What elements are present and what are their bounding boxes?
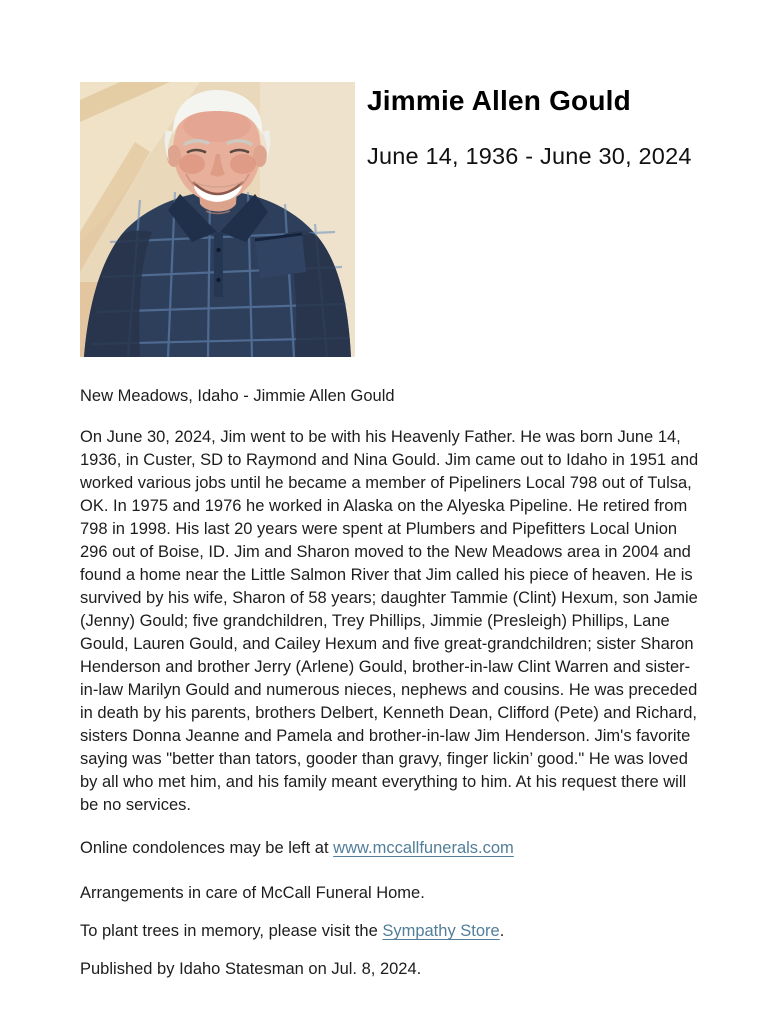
portrait-photo-illustration — [80, 82, 355, 357]
location-line: New Meadows, Idaho - Jimmie Allen Gould — [80, 387, 395, 405]
plant-trees-text: To plant trees in memory, please visit the — [80, 922, 383, 940]
header-text-block — [355, 82, 692, 170]
obituary-body — [80, 385, 704, 981]
published-line: Published by Idaho Statesman on Jul. 8, 2024. — [80, 960, 422, 978]
obituary-name-heading: Jimmie Allen Gould — [367, 85, 631, 116]
portrait-photo — [80, 82, 355, 357]
obituary-paragraph: On June 30, 2024, Jim went to be with his Heavenly Father. He was born June 14, 1936, in Custer, SD to Raymond and Nina Gould. Jim came out to Idaho in 1951 and worked various jobs until he became a member of Pipeliners Local 798 out of Tulsa, OK. In 1975 and 1976 he worked in Alaska on the Alyeska Pipeline. He retired from 798 in 1998. His last 20 years were spent at Plumbers and Pipefitters Local Union 296 out of Boise, ID. Jim and Sharon moved to the New Meadows area in 2004 and found a home near the Little Salmon River that Jim called his piece of heaven. He is survived by his wife, Sharon of 58 years; daughter Tammie (Clint) Hexum, son Jamie (Jenny) Gould; five grandchildren, Trey Phillips, Jimmie (Presleigh) Phillips, Lane Gould, Lauren Gould, and Cailey Hexum and five great-grandchildren; sister Sharon Henderson and brother Jerry (Arlene) Gould, brother-in-law Clint Warren and sister-in-law Marilyn Gould and numerous nieces, nephews and cousins. He was preceded in death by his parents, brothers Delbert, Kenneth Dean, Clifford (Pete) and Richard, sisters Donna Jeanne and Pamela and brother-in-law Jim Henderson. Jim's favorite saying was "better than tators, gooder than gravy, finger lickin’ good." He was loved by all who met him, and his family meant everything to him. At his request there will be no services. — [80, 428, 699, 814]
condolences-line — [80, 837, 704, 860]
plant-trees-line — [80, 920, 704, 943]
condolences-text: Online condolences may be left at — [80, 839, 334, 857]
obituary-dates: June 14, 1936 - June 30, 2024 — [367, 142, 692, 169]
mccall-funerals-link[interactable]: www.mccallfunerals.com — [333, 839, 514, 857]
plant-trees-suffix: . — [499, 922, 505, 940]
sympathy-store-link[interactable]: Sympathy Store — [382, 922, 500, 940]
obituary-header — [80, 82, 702, 357]
arrangements-line: Arrangements in care of McCall Funeral Home. — [80, 884, 425, 902]
